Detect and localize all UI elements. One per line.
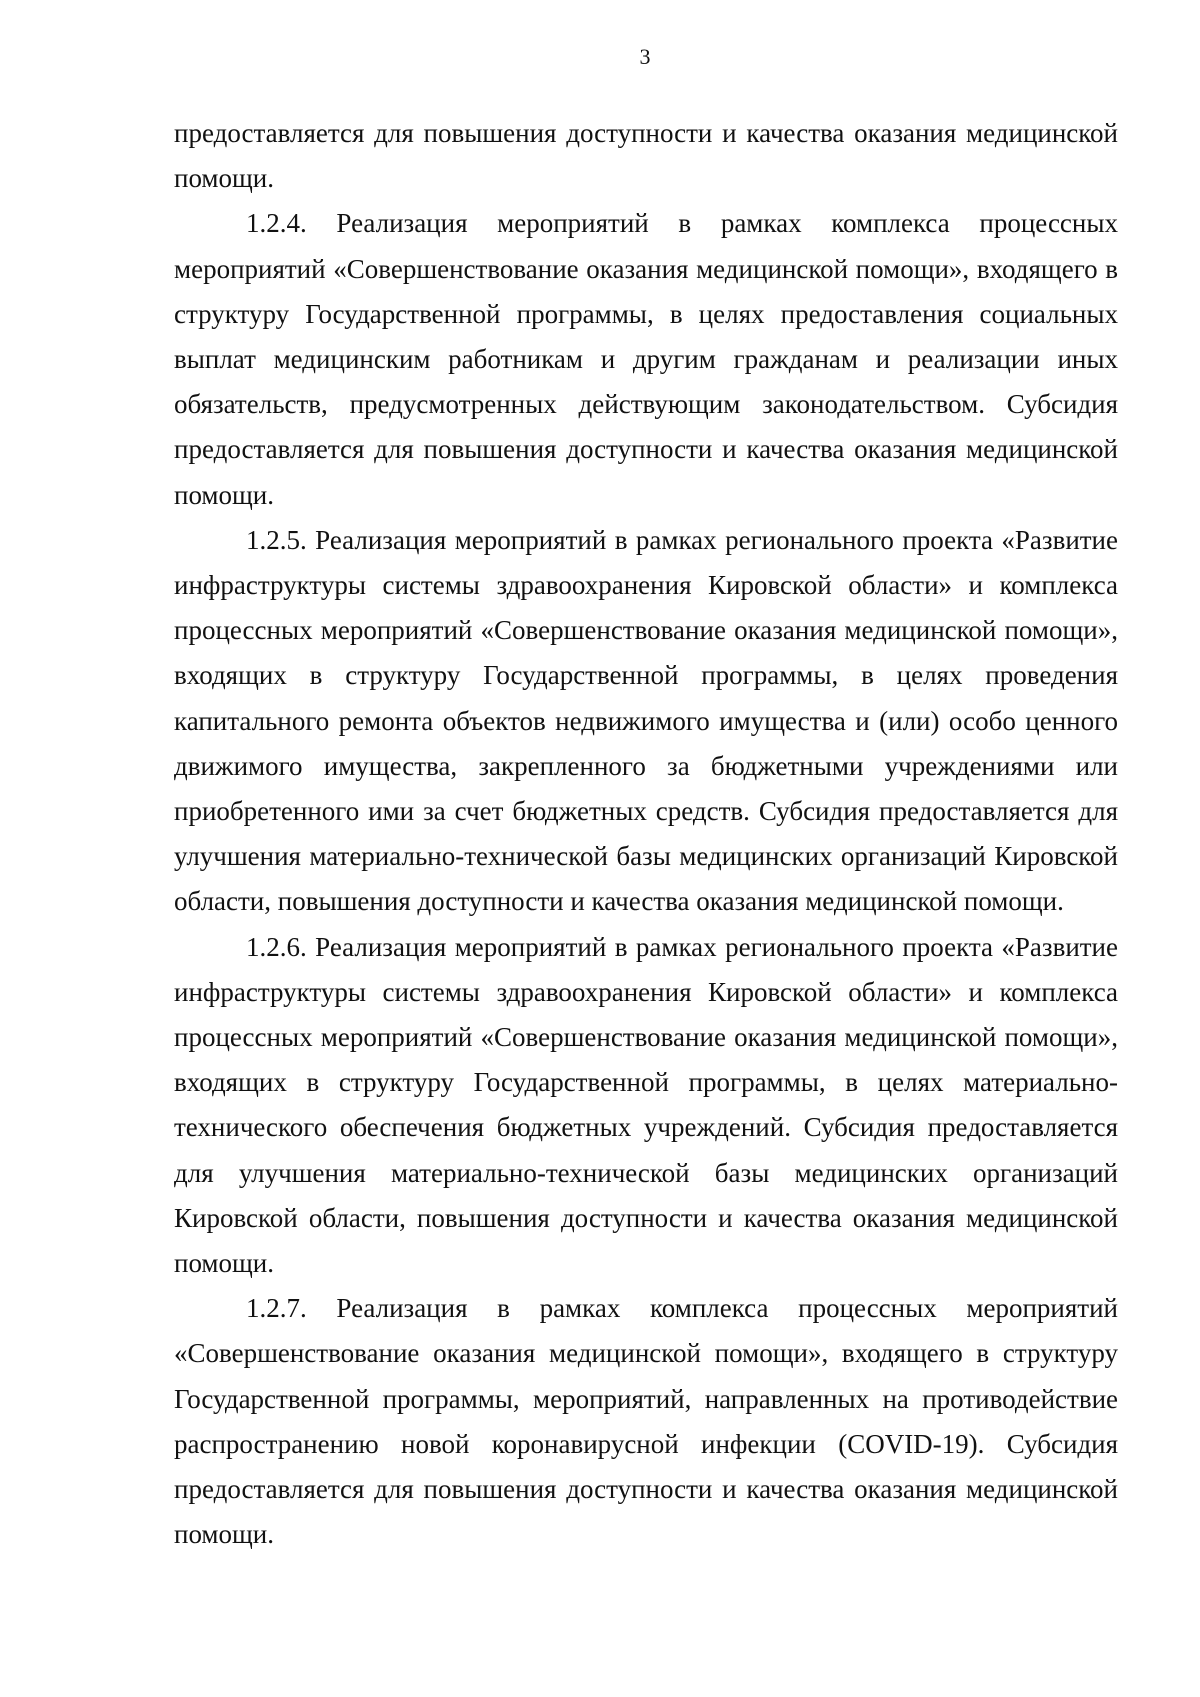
paragraph-continuation: предоставляется для повышения доступности и качества оказания медицинской помощи. <box>174 118 1118 194</box>
paragraph-1-2-6: 1.2.6. Реализация мероприятий в рамках регионального проекта «Развитие инфраструктуры системы здравоохранения Кировской области» и комплекса процессных мероприятий «Совершенствование оказания медицинской помощи», входящих в структуру Государственной программы, в целях материально-технического обеспечения бюджетных учреждений. Субсидия предоставляется для улучшения материально-технической базы медицинских организаций Кировской области, повышения доступности и качества оказания медицинской помощи. <box>174 931 1118 1279</box>
document-body <box>174 111 1118 1558</box>
paragraph-1-2-4: 1.2.4. Реализация мероприятий в рамках комплекса процессных мероприятий «Совершенствование оказания медицинской помощи», входящего в структуру Государственной программы, в целях предоставления социальных выплат медицинским работникам и другим гражданам и реализации иных обязательств, предусмотренных действующим законодательством. Субсидия предоставляется для повышения доступности и качества оказания медицинской помощи. <box>174 208 1118 510</box>
page-number: 3 <box>639 44 651 69</box>
paragraph-1-2-7: 1.2.7. Реализация в рамках комплекса процессных мероприятий «Совершенствование оказания медицинской помощи», входящего в структуру Государственной программы, мероприятий, направленных на противодействие распространению новой коронавирусной инфекции (COVID-19). Субсидия предоставляется для повышения доступности и качества оказания медицинской помощи. <box>174 1293 1118 1550</box>
paragraph-1-2-5: 1.2.5. Реализация мероприятий в рамках регионального проекта «Развитие инфраструктуры системы здравоохранения Кировской области» и комплекса процессных мероприятий «Совершенствование оказания медицинской помощи», входящих в структуру Государственной программы, в целях проведения капитального ремонта объектов недвижимого имущества и (или) особо ценного движимого имущества, закрепленного за бюджетными учреждениями или приобретенного ими за счет бюджетных средств. Субсидия предоставляется для улучшения материально-технической базы медицинских организаций Кировской области, повышения доступности и качества оказания медицинской помощи. <box>174 524 1118 917</box>
